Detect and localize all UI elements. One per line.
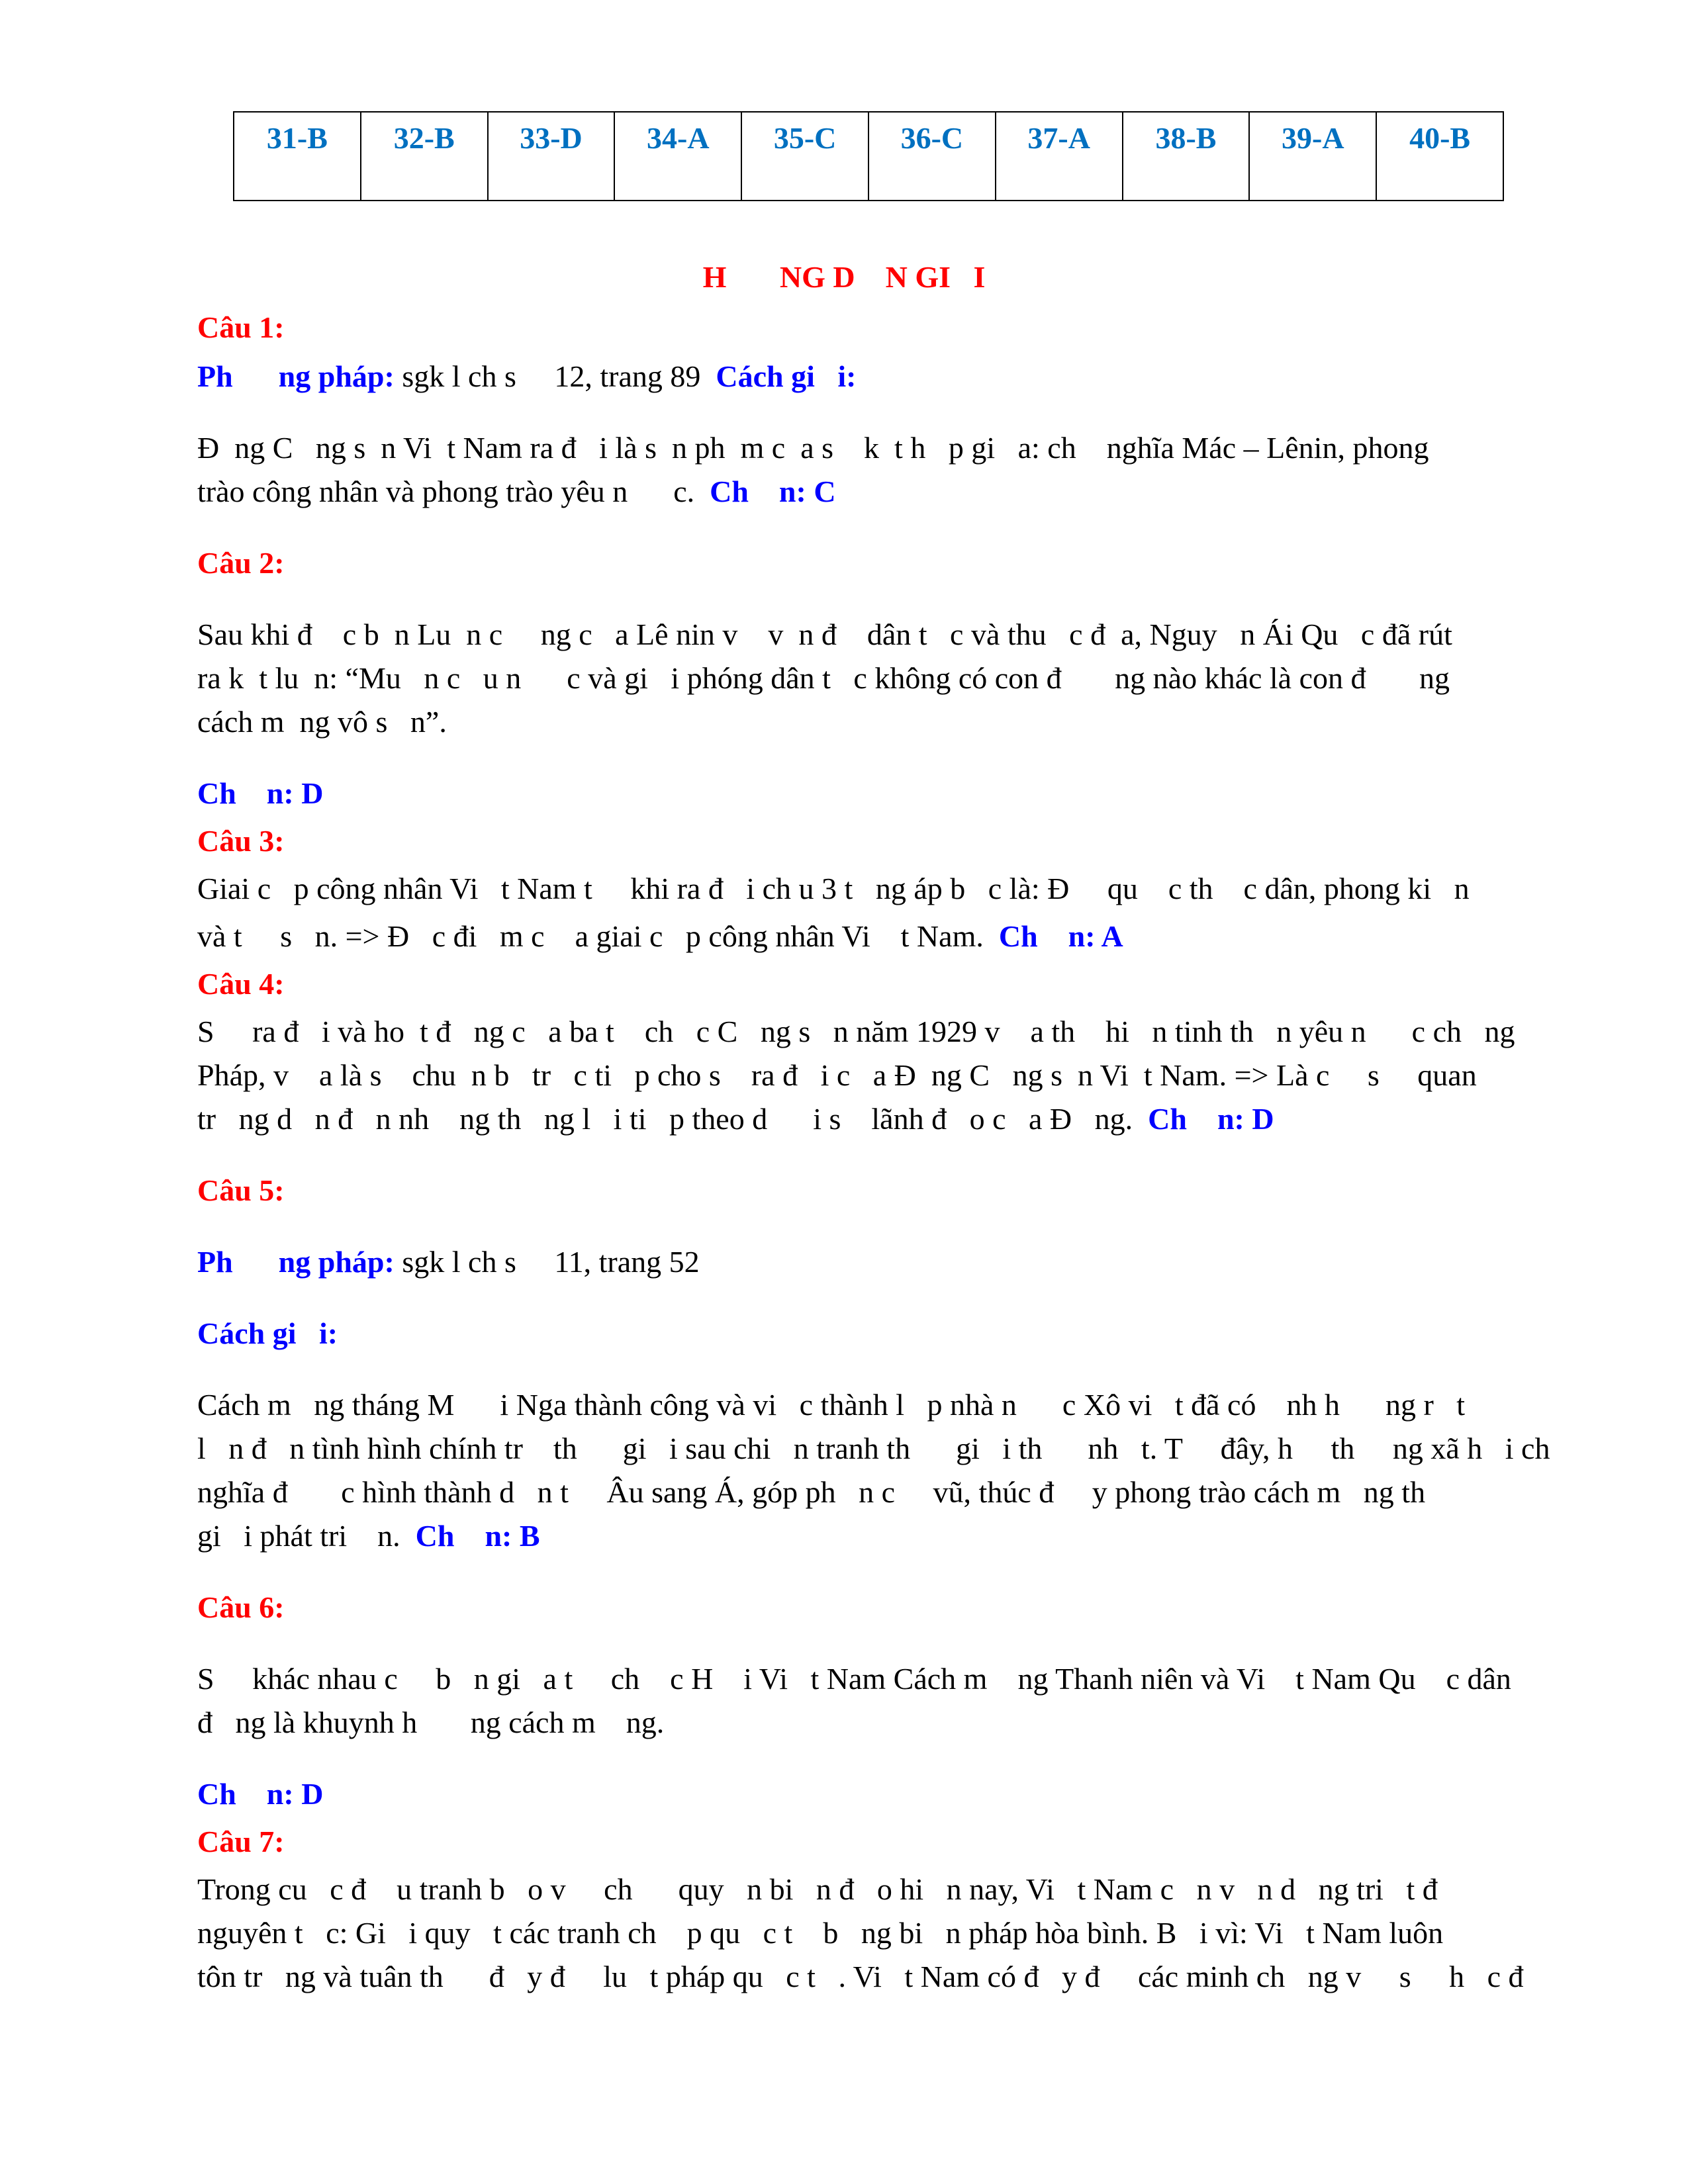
question-4-line-3 (197, 1097, 1495, 1141)
section-heading: H NG D N GI I (702, 260, 986, 294)
question-5-answer: Ch n: B (415, 1519, 540, 1553)
question-2-line-2: ra k t lu n: “Mu n c u n c và gi i phóng dân t c không có con đ ng nào khác là con đ ng (197, 661, 1450, 695)
line-text: trào công nhân và phong trào yêu n c. (197, 475, 710, 508)
question-5-line-4 (197, 1514, 1495, 1558)
question-4-title: Câu 4: (197, 967, 285, 1001)
answer-cell: 33-D (488, 112, 615, 201)
answer-cell: 31-B (234, 112, 361, 201)
question-5-line-3: nghĩa đ c hình thành d n t Âu sang Á, góp ph n c vũ, thúc đ y phong trào cách m ng th (197, 1475, 1426, 1509)
answer-cell: 38-B (1123, 112, 1250, 201)
question-1-answer: Ch n: C (710, 475, 836, 508)
question-5-title: Câu 5: (197, 1173, 285, 1207)
answer-cell: 36-C (868, 112, 996, 201)
question-6-answer: Ch n: D (197, 1777, 324, 1811)
question-6-line-1: S khác nhau c b n gi a t ch c H i Vi t Nam Cách m ng Thanh niên và Vi t Nam Qu c dân (197, 1662, 1511, 1696)
question-3-answer: Ch n: A (998, 919, 1123, 953)
line-text: tr ng d n đ n nh ng th ng l i ti p theo d i s lãnh đ o c a Đ ng. (197, 1102, 1149, 1136)
method-text: sgk l ch s 11, trang 52 (394, 1245, 700, 1279)
question-3-line-2 (197, 915, 1495, 958)
question-1-method (197, 355, 1495, 398)
question-1-line-1: Đ ng C ng s n Vi t Nam ra đ i là s n ph m c a s k t h p gi a: ch nghĩa Mác – Lênin, phong (197, 431, 1429, 465)
question-5-line-2: l n đ n tình hình chính tr th gi i sau chi n tranh th gi i th nh t. T đây, h th ng xã h i ch (197, 1432, 1550, 1465)
question-5-solution-label: Cách gi i: (197, 1316, 338, 1350)
question-2-answer: Ch n: D (197, 776, 324, 810)
answer-cell: 34-A (614, 112, 741, 201)
answer-cell: 32-B (361, 112, 488, 201)
question-3-line-1: Giai c p công nhân Vi t Nam t khi ra đ i ch u 3 t ng áp b c là: Đ qu c th c dân, phong ki n (197, 872, 1470, 905)
question-2-title: Câu 2: (197, 546, 285, 580)
method-label: Ph ng pháp: (197, 359, 395, 393)
answer-cell: 37-A (996, 112, 1123, 201)
answer-key-table (233, 111, 1504, 201)
question-4-line-2: Pháp, v a là s chu n b tr c ti p cho s ra đ i c a Đ ng C ng s n Vi t Nam. => Là c s quan (197, 1058, 1477, 1092)
solution-label: Cách gi i: (716, 359, 857, 393)
question-1-line-2 (197, 470, 1495, 514)
question-4-answer: Ch n: D (1148, 1102, 1274, 1136)
solutions-content (197, 306, 1550, 1999)
method-text: sgk l ch s 12, trang 89 (394, 359, 716, 393)
question-7-line-1: Trong cu c đ u tranh b o v ch quy n bi n đ o hi n nay, Vi t Nam c n v n d ng tri t đ (197, 1872, 1438, 1906)
question-3-title: Câu 3: (197, 824, 285, 858)
question-2-line-1: Sau khi đ c b n Lu n c ng c a Lê nin v v n đ dân t c và thu c đ a, Nguy n Ái Qu c đã rút (197, 617, 1452, 651)
question-5-line-1: Cách m ng tháng M i Nga thành công và vi c thành l p nhà n c Xô vi t đã có nh h ng r t (197, 1388, 1466, 1422)
question-6-title: Câu 6: (197, 1590, 285, 1624)
question-1-title: Câu 1: (197, 310, 285, 344)
question-2-line-3: cách m ng vô s n”. (197, 705, 447, 739)
answer-cell: 39-A (1249, 112, 1376, 201)
question-5-method (197, 1240, 1495, 1284)
question-6-line-2: đ ng là khuynh h ng cách m ng. (197, 1706, 665, 1739)
line-text: gi i phát tri n. (197, 1519, 416, 1553)
question-4-line-1: S ra đ i và ho t đ ng c a ba t ch c C ng s n năm 1929 v a th hi n tinh th n yêu n c ch ng (197, 1015, 1515, 1048)
question-7-title: Câu 7: (197, 1825, 285, 1858)
question-7-line-2: nguyên t c: Gi i quy t các tranh ch p qu c t b ng bi n pháp hòa bình. B i vì: Vi t Nam luôn (197, 1916, 1444, 1950)
answer-key-row (234, 112, 1503, 201)
method-label: Ph ng pháp: (197, 1245, 395, 1279)
question-7-line-3: tôn tr ng và tuân th đ y đ lu t pháp qu c t . Vi t Nam có đ y đ các minh ch ng v s h c đ (197, 1960, 1524, 1993)
line-text: và t s n. => Đ c đi m c a giai c p công nhân Vi t Nam. (197, 919, 999, 953)
answer-cell: 35-C (741, 112, 868, 201)
answer-cell: 40-B (1376, 112, 1503, 201)
